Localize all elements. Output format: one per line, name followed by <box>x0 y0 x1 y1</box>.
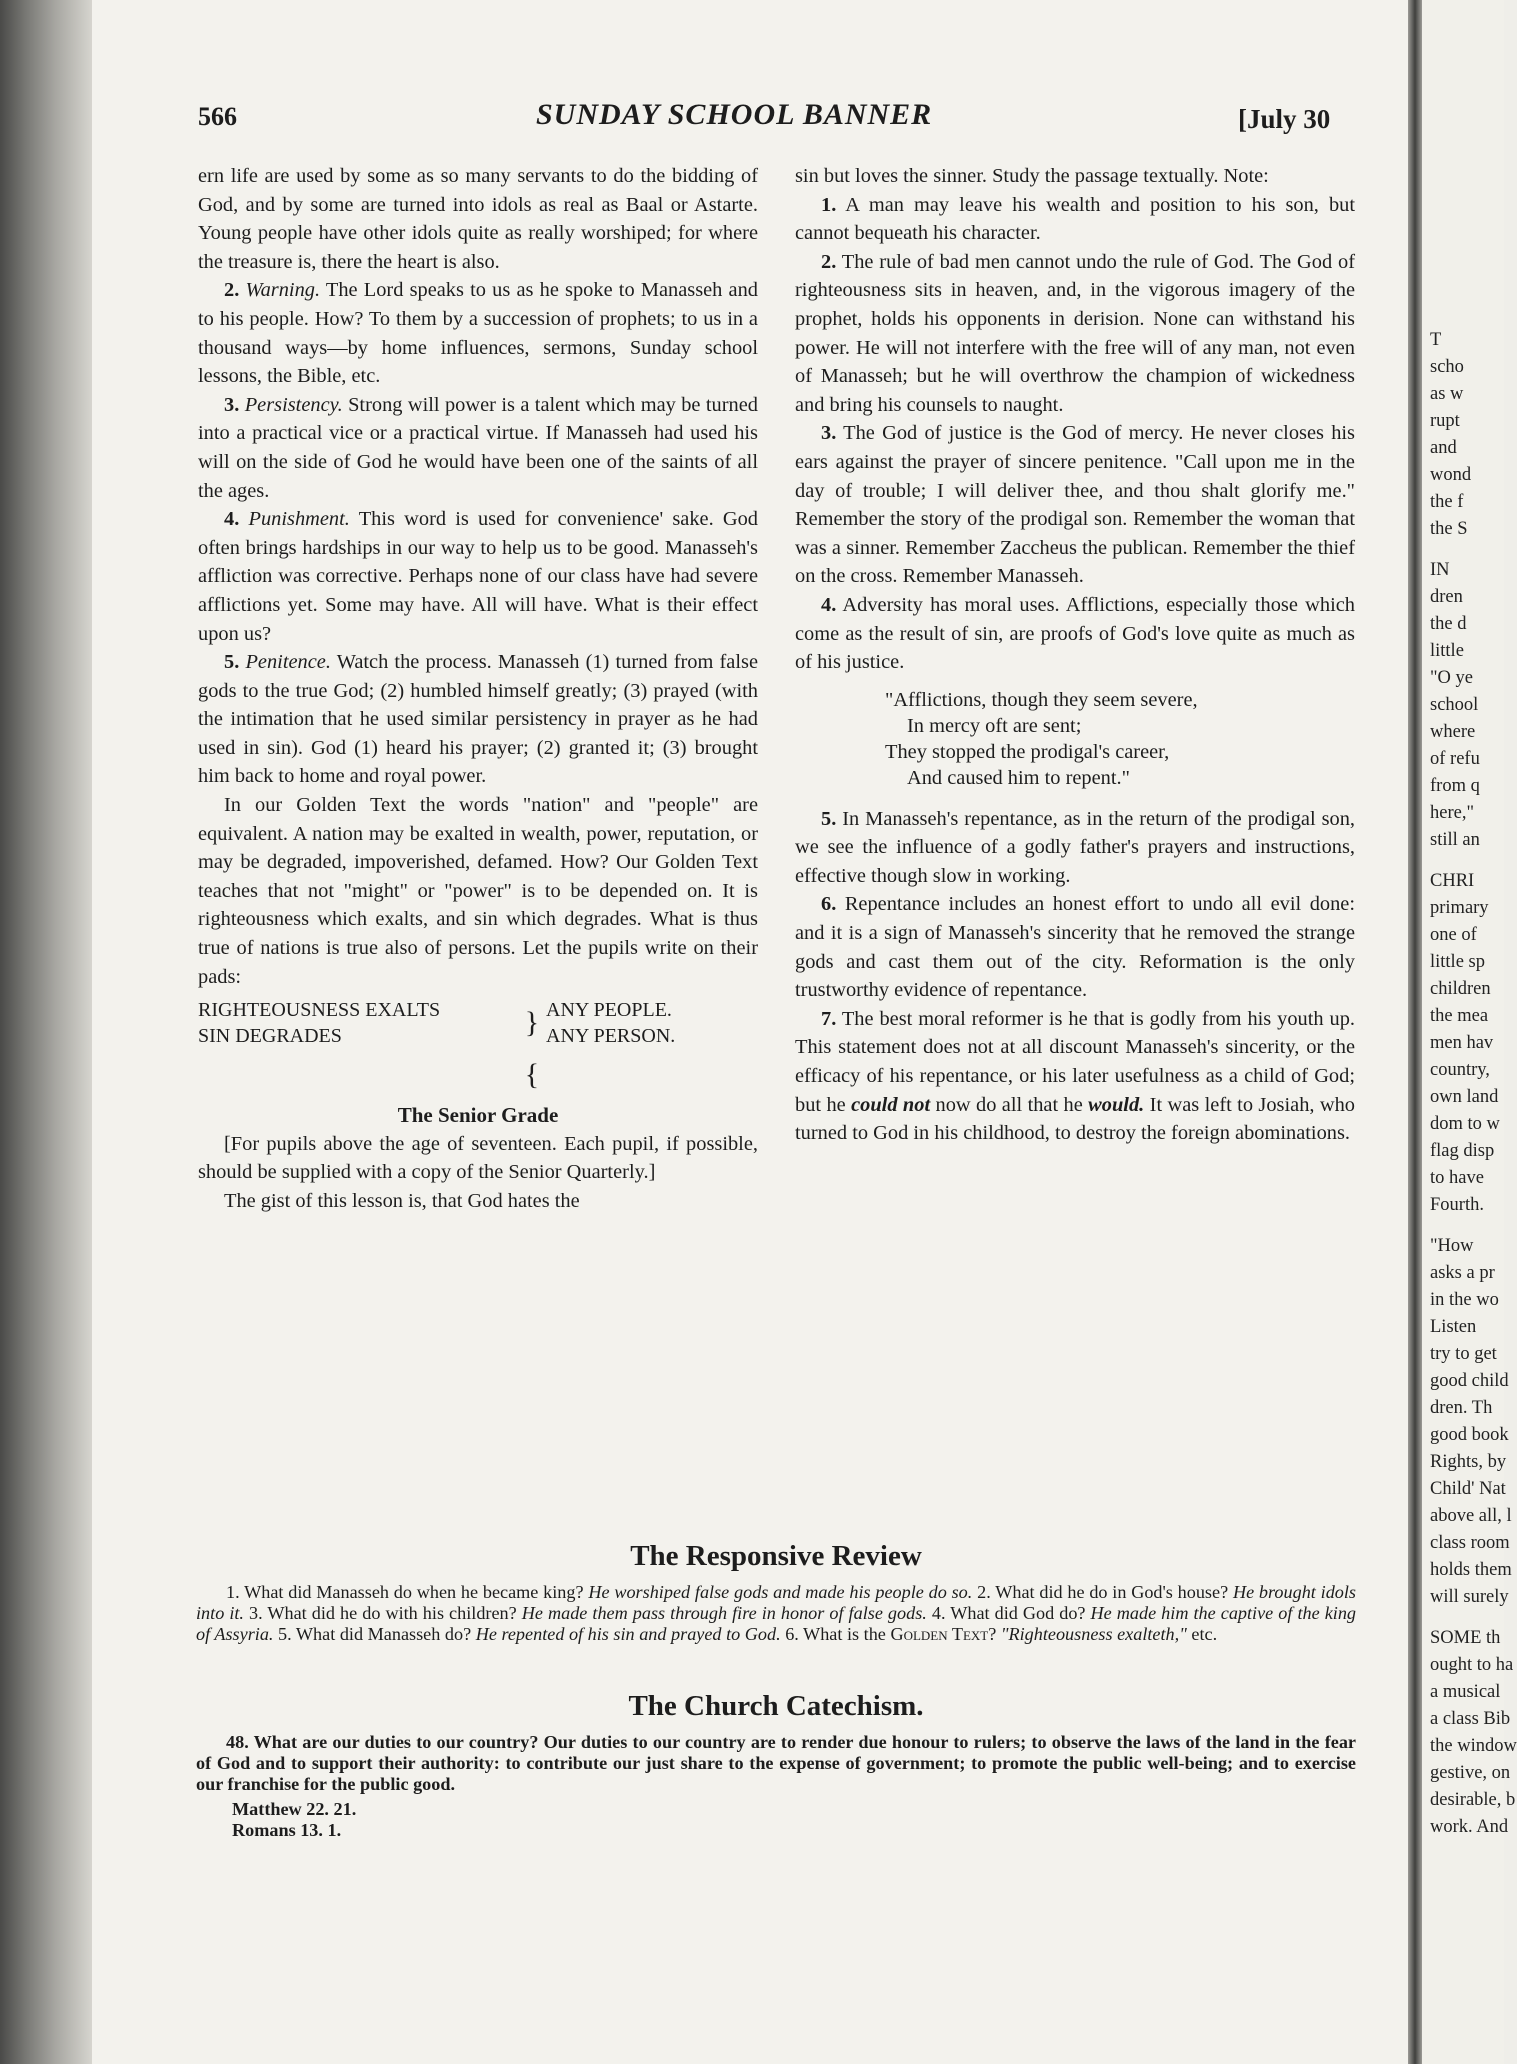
paragraph: The gist of this lesson is, that God hates the <box>224 1190 580 1212</box>
facing-page-line: where <box>1430 722 1476 742</box>
item-number: 4. <box>821 593 837 616</box>
item-text: The Lord speaks to us as he spoke to Manasseh and to his people. How? To them by a succession of prophets; to us in a thousand ways—by home influences, sermons, Sunday school lessons, the Bible, etc. <box>198 279 758 388</box>
facing-page-line: Fourth. <box>1430 1195 1484 1215</box>
verse-quote <box>885 687 1355 791</box>
facing-page-line: little sp <box>1430 952 1485 972</box>
item-number: 7. <box>821 1007 837 1030</box>
facing-page-line: SOME th <box>1430 1628 1501 1648</box>
paragraph <box>795 591 1355 677</box>
catechism-text <box>196 1732 1356 1841</box>
facing-page-line: and <box>1430 438 1457 458</box>
facing-page-line: dren <box>1430 587 1463 607</box>
facing-page-line: little <box>1430 641 1464 661</box>
paragraph <box>795 191 1355 248</box>
issue-date: [July 30 <box>1238 104 1331 134</box>
facing-page-line: will surely <box>1430 1587 1509 1607</box>
item-text: Adversity has moral uses. Afflictions, especially those which come as the result of sin, are proofs of God's love quite as much as of his justice. <box>795 593 1355 674</box>
paragraph <box>795 1005 1355 1148</box>
reference: Matthew 22. 21. <box>232 1799 357 1819</box>
paragraph: In our Golden Text the words "nation" and "people" are equivalent. A nation may be exalted in wealth, power, reputation, or may be degraded, impoverished, defamed. How? Our Golden Text teaches that not "might" or "power" is to be depended on. It is righteousness which exalts, and sin which degrades. What is thus true of nations is true also of persons. Let the pupils write on their pads: <box>198 794 758 988</box>
item-text: The God of justice is the God of mercy. He never closes his ears against the prayer of sincere penitence. "Call upon me in the day of trouble; I will deliver thee, and thou shalt glorify me." Remember the story of the prodigal son. Remember the woman that was a sinner. Remember Zaccheus the publican. Remember the thief on the cross. Remember Manasseh. <box>795 422 1355 588</box>
facing-page-line: one of <box>1430 925 1477 945</box>
facing-page-line: dren. Th <box>1430 1398 1493 1418</box>
item-number: 1. <box>821 193 837 216</box>
paragraph <box>198 391 758 505</box>
paragraph <box>795 419 1355 591</box>
review-paragraph: 1. What did Manasseh do when he became king? He worshiped false gods and made his people do so. 2. What did he do in God's house? He brought idols into it. 3. What did he do with his children? He made them pass through fire in honor of false gods. 4. What did God do? He made him the captive of the king of Assyria. 5. What did Manasseh do? He repented of his sin and prayed to God. 6. What is the Golden Text? "Righteousness exalteth," etc. <box>196 1582 1357 1644</box>
emphasis: could not <box>851 1093 931 1116</box>
page-gutter <box>1408 0 1422 2064</box>
catechism-title: The Church Catechism. <box>628 1690 924 1722</box>
item-heading: Warning. <box>245 279 321 302</box>
facing-page-line: the mea <box>1430 1006 1489 1026</box>
item-text: It was left to Josiah, who turned to God in his childhood, to destroy the foreign abominations. <box>795 1093 1355 1145</box>
pad-exercise-table <box>198 997 758 1101</box>
brace-glyph: }{ <box>524 1006 540 1092</box>
emphasis: would. <box>1088 1093 1145 1116</box>
item-number: 3. <box>821 422 837 445</box>
item-number: 4. <box>224 508 240 531</box>
paragraph <box>795 805 1355 891</box>
facing-page-line: "How <box>1430 1236 1474 1256</box>
facing-page-line: Child' Nat <box>1430 1479 1506 1499</box>
review-text <box>196 1582 1356 1645</box>
facing-page-line: dom to w <box>1430 1114 1500 1134</box>
paragraph <box>198 505 758 648</box>
facing-page-line: in the wo <box>1430 1290 1499 1310</box>
facing-page-line: a class Bib <box>1430 1709 1511 1729</box>
facing-page-line: to have <box>1430 1168 1484 1188</box>
paragraph <box>198 276 758 390</box>
item-number: 2. <box>821 250 837 273</box>
facing-page-line: still an <box>1430 830 1480 850</box>
facing-page-line: primary <box>1430 898 1489 918</box>
facing-page-line: Rights, by <box>1430 1452 1507 1472</box>
book-binding <box>0 0 92 2064</box>
facing-page-line: country, <box>1430 1060 1490 1080</box>
item-text: The rule of bad men cannot undo the rule of God. The God of righteousness sits in heaven, and, in the vigorous imagery of the prophet, holds his opponents in derision. None can withstand his power. He will not interfere with the free will of any man, not even of Manasseh; but he will overthrow the champion of wickedness and bring his counsels to naught. <box>795 250 1355 416</box>
table-cell: ANY PERSON. <box>546 1025 676 1048</box>
item-text: Watch the process. Manasseh (1) turned from false gods to the true God; (2) humbled himself greatly; (3) prayed (with the intimation that he used similar persistency in prayer as he had used in sin). God (1) heard his prayer; (2) granted it; (3) brought him back to home and royal power. <box>198 651 758 788</box>
facing-page-line: ought to ha <box>1430 1655 1514 1675</box>
facing-page-line: good child <box>1430 1371 1509 1391</box>
facing-page-line: a musical <box>1430 1682 1501 1702</box>
senior-grade-heading: The Senior Grade <box>397 1103 559 1128</box>
right-column <box>795 162 1355 1148</box>
item-heading: Persistency. <box>244 393 343 416</box>
item-text: In Manasseh's repentance, as in the return of the prodigal son, we see the influence of a godly father's prayers and instructions, effective though slow in working. <box>795 807 1355 887</box>
facing-page-line: desirable, b <box>1430 1790 1516 1810</box>
paragraph <box>198 648 758 791</box>
facing-page-line: flag disp <box>1430 1141 1495 1161</box>
item-number: 3. <box>224 393 240 416</box>
running-title: SUNDAY SCHOOL BANNER <box>536 98 933 131</box>
facing-page-line: "O ye <box>1430 668 1473 688</box>
item-heading: Punishment. <box>248 508 350 531</box>
facing-page-line: children <box>1430 979 1491 999</box>
verse-line: They stopped the prodigal's career, <box>885 740 1170 763</box>
facing-page-line: the S <box>1430 519 1468 539</box>
facing-page-line: Listen <box>1430 1317 1477 1337</box>
facing-page-line: asks a pr <box>1430 1263 1495 1283</box>
facing-page-line: the f <box>1430 492 1464 512</box>
facing-page-line: school <box>1430 695 1479 715</box>
table-cell: RIGHTEOUSNESS EXALTS <box>198 999 441 1022</box>
item-heading: Penitence. <box>245 651 331 674</box>
item-text: This word is used for convenience' sake. God often brings hardships in our way to help us to be good. Manasseh's affliction was corrective. Perhaps none of our class have had severe afflictions yet. Some may have. All will have. What is their effect upon us? <box>198 508 758 645</box>
facing-page-line: scho <box>1430 357 1464 377</box>
item-number: 6. <box>821 893 837 916</box>
table-cell: SIN DEGRADES <box>198 1025 342 1048</box>
item-text: A man may leave his wealth and position to his son, but cannot bequeath his character. <box>795 193 1355 245</box>
facing-page-line: rupt <box>1430 411 1460 431</box>
facing-page-line: above all, l <box>1430 1506 1512 1526</box>
page-number: 566 <box>198 102 237 131</box>
catechism-paragraph: 48. What are our duties to our country? Our duties to our country are to render due honour to rulers; to observe the laws of the land in the fear of God and to support their authority: to contribute our just share to the expense of government; to promote the public well-being; and to exercise our franchise for the public good. <box>196 1732 1356 1794</box>
facing-page-line: as w <box>1430 384 1464 404</box>
verse-line: And caused him to repent." <box>907 766 1130 789</box>
facing-page-line: from q <box>1430 776 1480 796</box>
facing-page-line: wond <box>1430 465 1472 485</box>
verse-line: In mercy oft are sent; <box>907 714 1082 737</box>
item-number: 2. <box>224 279 240 302</box>
item-text: Strong will power is a talent which may be turned into a practical vice or a practical virtue. If Manasseh had used his will on the side of God he would have been one of the saints of all the ages. <box>198 393 758 502</box>
left-column <box>198 162 758 1216</box>
paragraph: sin but loves the sinner. Study the passage textually. Note: <box>795 165 1269 187</box>
reference: Romans 13. 1. <box>232 1820 342 1840</box>
facing-page-line: the window <box>1430 1736 1517 1756</box>
item-text: now do all that he <box>930 1093 1089 1116</box>
facing-page-line: holds them <box>1430 1560 1512 1580</box>
facing-page-line: men hav <box>1430 1033 1494 1053</box>
facing-page-line: try to get <box>1430 1344 1497 1364</box>
facing-page-fragment <box>1422 0 1517 2064</box>
review-title: The Responsive Review <box>630 1540 922 1572</box>
paragraph: [For pupils above the age of seventeen. Each pupil, if possible, should be supplied with a copy of the Senior Quarterly.] <box>198 1132 758 1184</box>
facing-page-line: IN <box>1430 560 1450 580</box>
paragraph: ern life are used by some as so many servants to do the bidding of God, and by some are turned into idols as real as Baal or Astarte. Young people have other idols quite as really worshiped; for where the treasure is, there the heart is also. <box>198 165 758 273</box>
table-cell: ANY PEOPLE. <box>546 999 672 1022</box>
facing-page-line: work. And <box>1430 1817 1509 1837</box>
facing-page-line: here," <box>1430 803 1475 823</box>
facing-page-line: own land <box>1430 1087 1499 1107</box>
facing-page-line: of refu <box>1430 749 1480 769</box>
verse-line: "Afflictions, though they seem severe, <box>885 688 1198 711</box>
facing-page-line: CHRI <box>1430 871 1475 891</box>
facing-page-line: the d <box>1430 614 1467 634</box>
item-number: 5. <box>224 651 240 674</box>
item-text: Repentance includes an honest effort to undo all evil done: and it is a sign of Manasseh's sincerity that he removed the strange gods and cast them out of the city. Reformation is the only trustworthy evidence of repentance. <box>795 893 1355 1002</box>
paragraph <box>795 890 1355 1004</box>
scripture-references <box>196 1799 1356 1841</box>
facing-page-line: class room <box>1430 1533 1510 1553</box>
facing-page-line: good book <box>1430 1425 1509 1445</box>
paragraph <box>795 248 1355 420</box>
facing-page-line: gestive, on <box>1430 1763 1511 1783</box>
item-text: The best moral reformer is he that is godly from his youth up. This statement does not at all discount Manasseh's sincerity, or the efficacy of his repentance, or his later usefulness as a child of God; but he <box>795 1007 1355 1116</box>
item-number: 5. <box>821 807 837 830</box>
facing-page-line: T <box>1430 330 1442 350</box>
